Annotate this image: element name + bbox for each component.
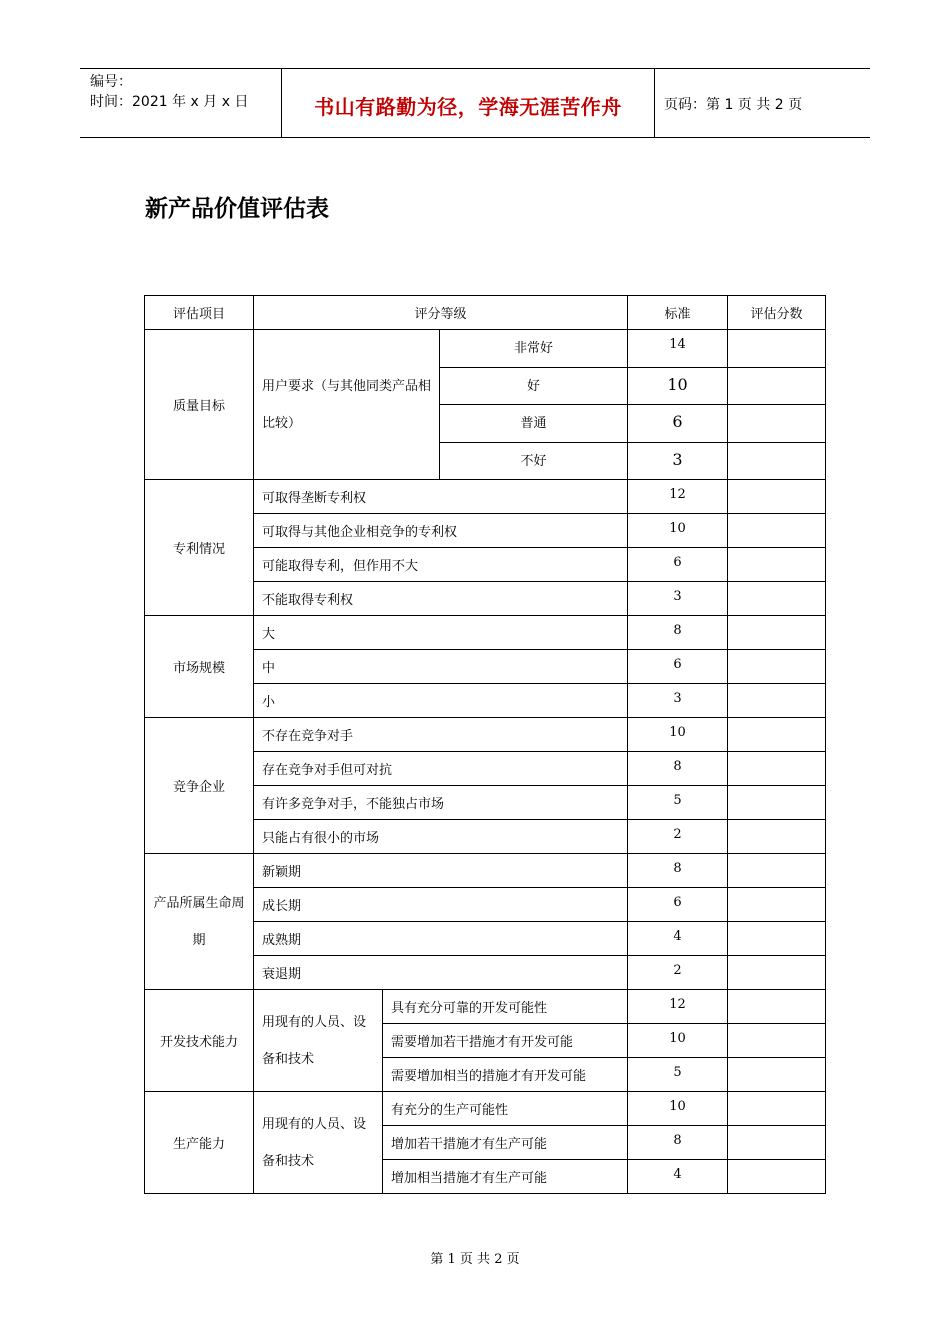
score-cell (728, 480, 826, 514)
score-cell (728, 650, 826, 684)
level-cell: 不存在竞争对手 (254, 718, 628, 752)
score-cell (728, 684, 826, 718)
column-header: 评估分数 (728, 296, 826, 330)
level-cell: 可取得垄断专利权 (254, 480, 628, 514)
score-cell (728, 367, 826, 405)
page-header (80, 68, 870, 138)
standard-cell: 6 (628, 650, 728, 684)
standard-cell: 8 (628, 854, 728, 888)
item-cell: 专利情况 (145, 480, 254, 616)
level-cell: 新颖期 (254, 854, 628, 888)
standard-cell: 2 (628, 956, 728, 990)
level-cell: 中 (254, 650, 628, 684)
level-cell: 衰退期 (254, 956, 628, 990)
level-cell: 不好 (440, 442, 628, 480)
standard-cell: 5 (628, 1058, 728, 1092)
standard-cell: 12 (628, 480, 728, 514)
standard-cell: 10 (628, 514, 728, 548)
standard-cell: 4 (628, 1160, 728, 1194)
score-cell (728, 854, 826, 888)
document-number-label: 编号： (90, 74, 132, 90)
standard-cell: 8 (628, 752, 728, 786)
level-cell: 大 (254, 616, 628, 650)
score-cell (728, 786, 826, 820)
standard-cell: 3 (628, 684, 728, 718)
score-cell (728, 582, 826, 616)
score-cell (728, 1058, 826, 1092)
criterion-cell: 用户要求（与其他同类产品相比较） (254, 330, 440, 480)
document-date: 时间：2021 年 x 月 x 日 (90, 94, 249, 110)
column-header: 标准 (628, 296, 728, 330)
header-meta (90, 72, 248, 112)
table-row (145, 480, 826, 514)
standard-cell: 4 (628, 922, 728, 956)
score-cell (728, 820, 826, 854)
score-cell (728, 1092, 826, 1126)
item-cell: 质量目标 (145, 330, 254, 480)
level-cell: 增加相当措施才有生产可能 (383, 1160, 628, 1194)
standard-cell: 6 (628, 888, 728, 922)
table-row (145, 854, 826, 888)
standard-cell: 12 (628, 990, 728, 1024)
level-cell: 增加若干措施才有生产可能 (383, 1126, 628, 1160)
standard-cell: 3 (628, 582, 728, 616)
score-cell (728, 752, 826, 786)
standard-cell: 8 (628, 1126, 728, 1160)
table-row (145, 718, 826, 752)
level-cell: 有充分的生产可能性 (383, 1092, 628, 1126)
score-cell (728, 1024, 826, 1058)
header-motto: 书山有路勤为径，学海无涯苦作舟 (314, 95, 622, 119)
standard-cell: 10 (628, 1092, 728, 1126)
page-footer: 第 1 页 共 2 页 (430, 1252, 520, 1267)
level-cell: 普通 (440, 405, 628, 443)
column-header: 评分等级 (254, 296, 628, 330)
evaluation-table (144, 295, 826, 1194)
level-cell: 小 (254, 684, 628, 718)
score-cell (728, 1160, 826, 1194)
level-cell: 可取得与其他企业相竞争的专利权 (254, 514, 628, 548)
criterion-cell: 用现有的人员、设备和技术 (254, 1092, 383, 1194)
score-cell (728, 718, 826, 752)
score-cell (728, 616, 826, 650)
standard-cell: 10 (628, 718, 728, 752)
level-cell: 好 (440, 367, 628, 405)
item-cell: 生产能力 (145, 1092, 254, 1194)
level-cell: 成长期 (254, 888, 628, 922)
table-header-row (145, 296, 826, 330)
score-cell (728, 514, 826, 548)
score-cell (728, 956, 826, 990)
table-row (145, 330, 826, 368)
level-cell: 需要增加若干措施才有开发可能 (383, 1024, 628, 1058)
score-cell (728, 405, 826, 443)
score-cell (728, 442, 826, 480)
level-cell: 可能取得专利，但作用不大 (254, 548, 628, 582)
standard-cell: 6 (628, 405, 728, 443)
score-cell (728, 990, 826, 1024)
level-cell: 成熟期 (254, 922, 628, 956)
level-cell: 具有充分可靠的开发可能性 (383, 990, 628, 1024)
standard-cell: 6 (628, 548, 728, 582)
item-cell: 市场规模 (145, 616, 254, 718)
standard-cell: 3 (628, 442, 728, 480)
header-divider (654, 69, 655, 137)
score-cell (728, 548, 826, 582)
standard-cell: 8 (628, 616, 728, 650)
header-page-info: 页码：第 1 页 共 2 页 (664, 97, 803, 113)
standard-cell: 2 (628, 820, 728, 854)
table-row (145, 1092, 826, 1126)
column-header: 评估项目 (145, 296, 254, 330)
criterion-cell: 用现有的人员、设备和技术 (254, 990, 383, 1092)
score-cell (728, 922, 826, 956)
document-title: 新产品价值评估表 (145, 196, 329, 222)
level-cell: 只能占有很小的市场 (254, 820, 628, 854)
score-cell (728, 1126, 826, 1160)
score-cell (728, 330, 826, 368)
standard-cell: 10 (628, 367, 728, 405)
level-cell: 需要增加相当的措施才有开发可能 (383, 1058, 628, 1092)
level-cell: 不能取得专利权 (254, 582, 628, 616)
level-cell: 存在竞争对手但可对抗 (254, 752, 628, 786)
standard-cell: 10 (628, 1024, 728, 1058)
level-cell: 非常好 (440, 330, 628, 368)
standard-cell: 14 (628, 330, 728, 368)
table-row (145, 990, 826, 1024)
table-row (145, 616, 826, 650)
item-cell: 产品所属生命周期 (145, 854, 254, 990)
item-cell: 竞争企业 (145, 718, 254, 854)
standard-cell: 5 (628, 786, 728, 820)
item-cell: 开发技术能力 (145, 990, 254, 1092)
level-cell: 有许多竞争对手，不能独占市场 (254, 786, 628, 820)
score-cell (728, 888, 826, 922)
